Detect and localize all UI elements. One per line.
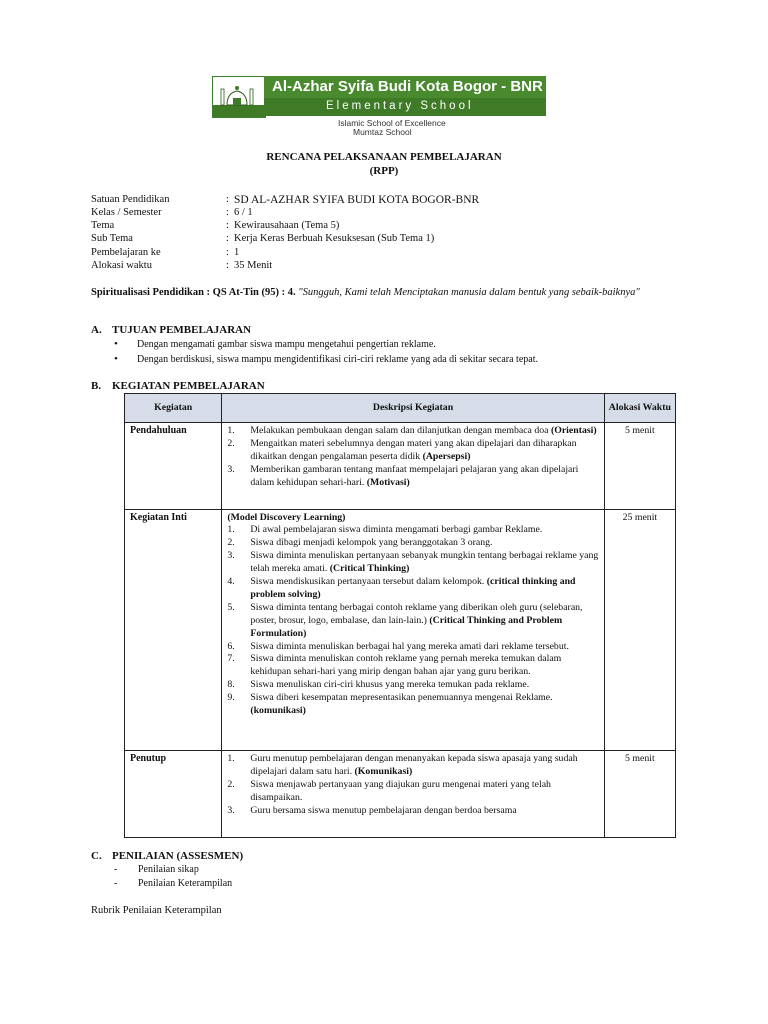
- step-item: 2. Siswa menjawab pertanyaan yang diajukan guru mengenai materi yang telah disampaikan.: [227, 778, 551, 803]
- info-value: Kerja Keras Berbuah Kesuksesan (Sub Tema 1): [234, 233, 435, 244]
- info-label: Tema: [91, 220, 115, 231]
- learning-model: (Model Discovery Learning): [227, 512, 346, 523]
- time-cell: 25 menit: [604, 510, 675, 751]
- list-item: • Dengan berdiskusi, siswa mampu mengidentifikasi ciri-ciri reklame yang ada di sekitar secara tepat.: [114, 354, 538, 369]
- phase-cell: Penutup: [125, 751, 222, 838]
- list-item: - Penilaian Keterampilan: [114, 878, 232, 892]
- step-item: 2. Siswa dibagi menjadi kelompok yang beranggotakan 3 orang.: [227, 537, 493, 549]
- activities-table: [124, 393, 676, 838]
- school-banner: [208, 72, 546, 140]
- info-row: Kelas / Semester : 6 / 1: [91, 207, 253, 218]
- info-row: Sub Tema : Kerja Keras Berbuah Kesuksesan (Sub Tema 1): [91, 233, 435, 244]
- school-logo: [212, 76, 266, 118]
- spiritual-quote: "Sungguh, Kami telah Menciptakan manusia dalam bentuk yang sebaik-baiknya": [298, 287, 640, 298]
- spiritual-verse: [91, 286, 681, 299]
- rubric-heading: Rubrik Penilaian Keterampilan: [91, 905, 222, 916]
- table-row: [125, 751, 676, 838]
- section-c-heading: C. PENILAIAN (ASSESMEN): [91, 850, 244, 862]
- section-a-heading: A. TUJUAN PEMBELAJARAN: [91, 324, 252, 336]
- school-name: Al-Azhar Syifa Budi Kota Bogor - BNR: [272, 78, 543, 95]
- step-item: 7. Siswa diminta menuliskan contoh reklame yang pernah mereka temukan dalam kehidupan sehari-hari yang mirip dengan bahan ajar yang guru berikan.: [227, 653, 562, 678]
- column-header: Deskripsi Kegiatan: [222, 394, 604, 423]
- step-item: 1. Di awal pembelajaran siswa diminta mengamati berbagi gambar Reklame.: [227, 524, 543, 536]
- school-motto: Mumtaz School: [353, 127, 412, 137]
- school-level: Elementary School: [326, 100, 474, 112]
- step-item: 5. Siswa diminta tentang berbagai contoh reklame yang diberikan oleh guru (selebaran, poster, brosur, logo, embalase, dan lain-lain.) (Critical Thinking and Problem Formulation): [227, 601, 583, 639]
- info-row: Alokasi waktu : 35 Menit: [91, 260, 273, 271]
- info-label: Pembelajaran ke: [91, 247, 161, 258]
- table-row: [125, 510, 676, 751]
- info-label: Kelas / Semester: [91, 207, 162, 218]
- info-value: 1: [234, 247, 240, 258]
- info-label: Sub Tema: [91, 233, 133, 244]
- assessment-list: [114, 864, 232, 892]
- step-item: 6. Siswa diminta menuliskan berbagai hal yang mereka amati dari reklame tersebut.: [227, 640, 569, 652]
- phase-cell: Pendahuluan: [125, 423, 222, 510]
- description-cell: [222, 510, 604, 751]
- step-item: 3. Siswa diminta menuliskan pertanyaan sebanyak mungkin tentang berbagai reklame yang telah mereka amati. (Critical Thinking): [227, 550, 599, 574]
- info-row: Tema : Kewirausahaan (Tema 5): [91, 220, 340, 231]
- phase-cell: Kegiatan Inti: [125, 510, 222, 751]
- time-cell: 5 menit: [604, 751, 675, 838]
- info-value: 6 / 1: [234, 207, 253, 218]
- info-row: Satuan Pendidikan : SD AL-AZHAR SYIFA BUDI KOTA BOGOR-BNR: [91, 194, 480, 206]
- list-item: - Penilaian sikap: [114, 864, 232, 878]
- description-cell: [222, 751, 604, 838]
- objectives-list: [114, 339, 538, 369]
- info-value: SD AL-AZHAR SYIFA BUDI KOTA BOGOR-BNR: [234, 194, 480, 206]
- school-tagline: Islamic School of Excellence: [338, 118, 446, 128]
- document-subtitle: (RPP): [369, 165, 399, 177]
- step-item: 3. Memberikan gambaran tentang manfaat mempelajari pelajaran yang akan dipelajari dalam kehidupan sehari-hari. (Motivasi): [227, 463, 579, 488]
- step-item: 4. Siswa mendiskusikan pertanyaan tersebut dalam kelompok. (critical thinking and problem solving): [227, 575, 576, 600]
- info-value: 35 Menit: [234, 260, 273, 271]
- info-label: Alokasi waktu: [91, 260, 152, 271]
- section-b-heading: B. KEGIATAN PEMBELAJARAN: [91, 380, 265, 392]
- step-item: 1. Guru menutup pembelajaran dengan menanyakan kepada siswa apasaja yang sudah dipelajari dalam satu hari. (Komunikasi): [227, 753, 578, 777]
- document-title: RENCANA PELAKSANAAN PEMBELAJARAN: [266, 151, 502, 163]
- info-label: Satuan Pendidikan: [91, 194, 170, 205]
- info-value: Kewirausahaan (Tema 5): [234, 220, 340, 231]
- time-cell: 5 menit: [604, 423, 675, 510]
- description-cell: [222, 423, 604, 510]
- list-item: • Dengan mengamati gambar siswa mampu mengetahui pengertian reklame.: [114, 339, 538, 354]
- info-row: Pembelajaran ke : 1: [91, 247, 240, 258]
- spiritual-label: Spiritualisasi Pendidikan : QS At-Tin (95) : 4.: [91, 287, 296, 298]
- step-item: 3. Guru bersama siswa menutup pembelajaran dengan berdoa bersama: [227, 804, 517, 816]
- column-header: Kegiatan: [125, 394, 222, 423]
- step-item: 1. Melakukan pembukaan dengan salam dan dilanjutkan dengan membaca doa (Orientasi): [227, 425, 597, 436]
- column-header: Alokasi Waktu: [604, 394, 675, 423]
- step-item: 8. Siswa menuliskan ciri-ciri khusus yang mereka temukan pada reklame.: [227, 679, 530, 691]
- mosque-icon: [213, 77, 265, 117]
- table-row: [125, 423, 676, 510]
- step-item: 2. Mengaitkan materi sebelumnya dengan materi yang akan dipelajari dan diharapkan dikaitkan dengan pengalaman peserta didik (Apersepsi): [227, 437, 577, 462]
- step-item: 9. Siswa diberi kesempatan mepresentasikan penemuannya mengenai Reklame. (komunikasi): [227, 692, 553, 717]
